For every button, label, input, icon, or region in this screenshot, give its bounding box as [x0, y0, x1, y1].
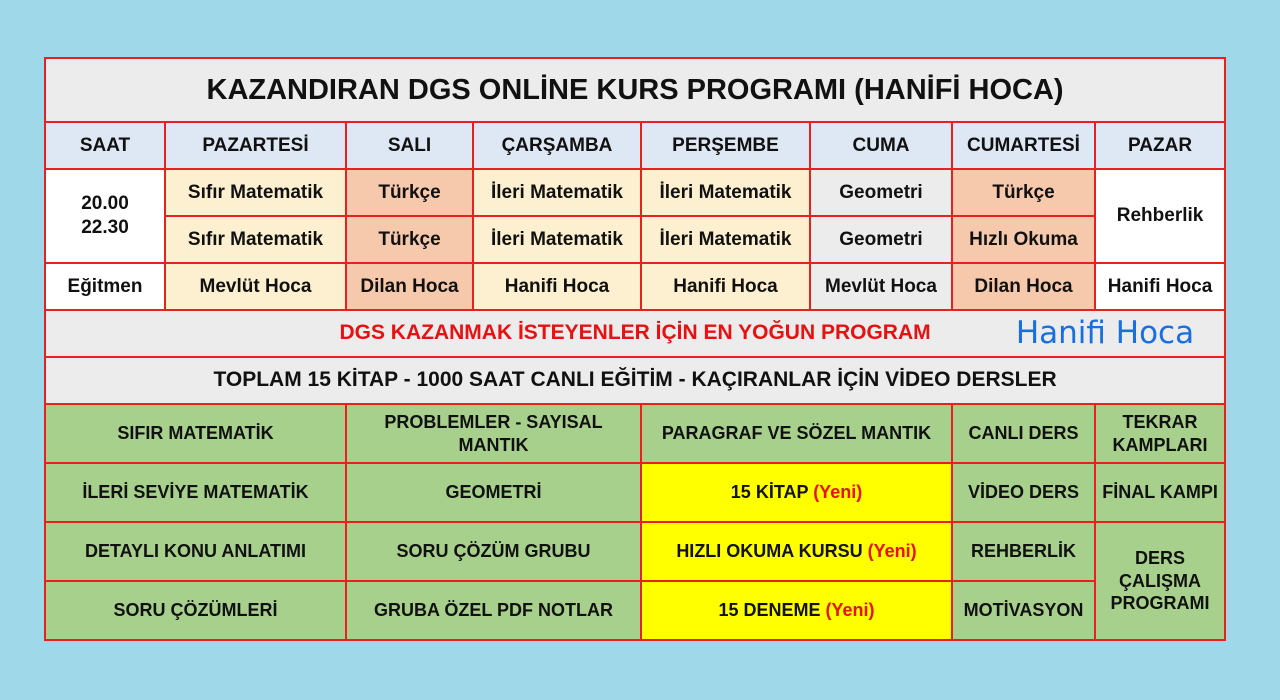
- lesson-cell: Hızlı Okuma: [952, 216, 1095, 263]
- lesson-row-1: [45, 169, 1225, 216]
- lesson-row-2: [45, 216, 1225, 263]
- page-title: KAZANDIRAN DGS ONLİNE KURS PROGRAMI (HANİFİ HOCA): [45, 58, 1225, 122]
- instructor-row: [45, 263, 1225, 310]
- feature-cell-new: [641, 581, 952, 640]
- header-wednesday: ÇARŞAMBA: [473, 122, 641, 169]
- instructor-cell: Dilan Hoca: [952, 263, 1095, 310]
- new-tag: (Yeni): [825, 600, 875, 621]
- feature-cell: PARAGRAF VE SÖZEL MANTIK: [641, 404, 952, 463]
- feature-cell: GRUBA ÖZEL PDF NOTLAR: [346, 581, 641, 640]
- feature-cell: CANLI DERS: [952, 404, 1095, 463]
- feature-label: 15 KİTAP: [730, 482, 809, 503]
- feature-row-1: [45, 404, 1225, 463]
- instructor-label: Eğitmen: [45, 263, 165, 310]
- header-monday: PAZARTESİ: [165, 122, 346, 169]
- header-tuesday: SALI: [346, 122, 473, 169]
- feature-cell: GEOMETRİ: [346, 463, 641, 522]
- feature-cell: İLERİ SEVİYE MATEMATİK: [45, 463, 346, 522]
- time-end: 22.30: [81, 217, 129, 238]
- feature-cell: DERS ÇALIŞMA PROGRAMI: [1095, 522, 1225, 640]
- lesson-cell: Sıfır Matematik: [165, 169, 346, 216]
- sunday-lesson: Rehberlik: [1095, 169, 1225, 263]
- feature-cell: SORU ÇÖZÜMLERİ: [45, 581, 346, 640]
- feature-label: 15 DENEME: [718, 600, 821, 621]
- lesson-cell: Geometri: [810, 216, 952, 263]
- lesson-cell: Türkçe: [346, 169, 473, 216]
- lesson-cell: Türkçe: [952, 169, 1095, 216]
- feature-cell: FİNAL KAMPI: [1095, 463, 1225, 522]
- instructor-cell: Mevlüt Hoca: [165, 263, 346, 310]
- instructor-cell: Hanifi Hoca: [473, 263, 641, 310]
- feature-cell: SORU ÇÖZÜM GRUBU: [346, 522, 641, 581]
- summary-row: [45, 357, 1225, 404]
- header-time: SAAT: [45, 122, 165, 169]
- feature-row-4: [45, 581, 1225, 640]
- slogan-text: DGS KAZANMAK İSTEYENLER İÇİN EN YOĞUN PROGRAM: [339, 321, 931, 345]
- lesson-cell: İleri Matematik: [641, 216, 810, 263]
- header-saturday: CUMARTESİ: [952, 122, 1095, 169]
- feature-cell: VİDEO DERS: [952, 463, 1095, 522]
- feature-cell: DETAYLI KONU ANLATIMI: [45, 522, 346, 581]
- day-header-row: [45, 122, 1225, 169]
- header-sunday: PAZAR: [1095, 122, 1225, 169]
- lesson-cell: İleri Matematik: [473, 216, 641, 263]
- instructor-cell: Hanifi Hoca: [641, 263, 810, 310]
- instructor-cell: Hanifi Hoca: [1095, 263, 1225, 310]
- lesson-cell: İleri Matematik: [641, 169, 810, 216]
- signature: Hanifi Hoca: [1015, 315, 1195, 351]
- lesson-cell: Sıfır Matematik: [165, 216, 346, 263]
- new-tag: (Yeni): [813, 482, 863, 503]
- feature-cell: SIFIR MATEMATİK: [45, 404, 346, 463]
- time-start: 20.00: [81, 193, 129, 215]
- lesson-cell: Geometri: [810, 169, 952, 216]
- instructor-cell: Dilan Hoca: [346, 263, 473, 310]
- slogan-row: [45, 310, 1225, 357]
- feature-cell: MOTİVASYON: [952, 581, 1095, 640]
- feature-cell-new: [641, 522, 952, 581]
- summary-text: TOPLAM 15 KİTAP - 1000 SAAT CANLI EĞİTİM - KAÇIRANLAR İÇİN VİDEO DERSLER: [45, 357, 1225, 404]
- instructor-cell: Mevlüt Hoca: [810, 263, 952, 310]
- new-tag: (Yeni): [867, 541, 917, 562]
- lesson-cell: İleri Matematik: [473, 169, 641, 216]
- header-thursday: PERŞEMBE: [641, 122, 810, 169]
- lesson-cell: Türkçe: [346, 216, 473, 263]
- feature-cell: TEKRAR KAMPLARI: [1095, 404, 1225, 463]
- feature-row-2: [45, 463, 1225, 522]
- slogan-cell: [45, 310, 1225, 357]
- feature-cell: PROBLEMLER - SAYISAL MANTIK: [346, 404, 641, 463]
- feature-label: HIZLI OKUMA KURSU: [676, 541, 863, 562]
- course-schedule-table: [44, 57, 1226, 641]
- feature-row-3: [45, 522, 1225, 581]
- feature-cell-new: [641, 463, 952, 522]
- time-cell: [45, 169, 165, 263]
- feature-cell: REHBERLİK: [952, 522, 1095, 581]
- header-friday: CUMA: [810, 122, 952, 169]
